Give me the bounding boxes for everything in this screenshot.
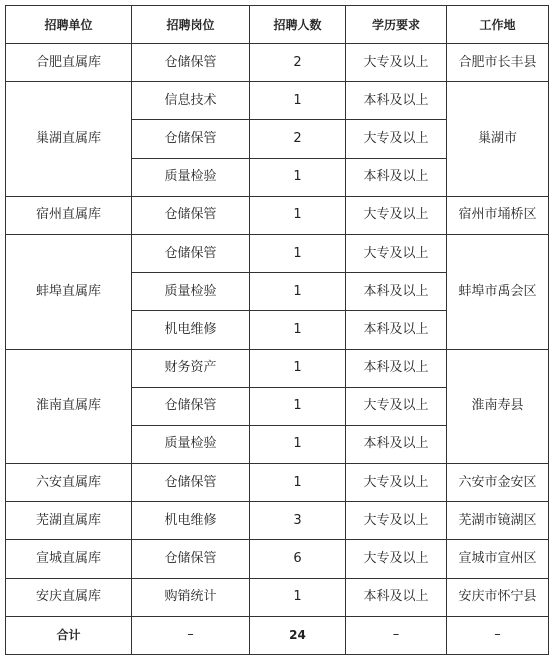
cell-count: 1 (250, 387, 346, 425)
cell-education: 大专及以上 (346, 540, 447, 578)
table-row (6, 44, 549, 82)
cell-education: 本科及以上 (346, 158, 447, 196)
table-row (6, 234, 549, 272)
cell-location: 宿州市埇桥区 (447, 196, 549, 234)
header-position: 招聘岗位 (132, 6, 250, 44)
cell-position: 信息技术 (132, 82, 250, 120)
cell-position: 机电维修 (132, 502, 250, 540)
total-education: – (346, 616, 447, 654)
cell-position: 质量检验 (132, 158, 250, 196)
cell-count: 1 (250, 425, 346, 463)
cell-location: 安庆市怀宁县 (447, 578, 549, 616)
cell-unit: 巢湖直属库 (6, 82, 132, 197)
cell-education: 大专及以上 (346, 44, 447, 82)
cell-count: 1 (250, 273, 346, 311)
cell-unit: 六安直属库 (6, 464, 132, 502)
cell-position: 仓储保管 (132, 196, 250, 234)
cell-position: 仓储保管 (132, 387, 250, 425)
cell-location: 巢湖市 (447, 82, 549, 197)
cell-location: 蚌埠市禹会区 (447, 234, 549, 349)
cell-unit: 蚌埠直属库 (6, 234, 132, 349)
cell-education: 大专及以上 (346, 234, 447, 272)
cell-unit: 安庆直属库 (6, 578, 132, 616)
cell-position: 购销统计 (132, 578, 250, 616)
cell-position: 机电维修 (132, 311, 250, 349)
cell-count: 1 (250, 234, 346, 272)
cell-position: 仓储保管 (132, 540, 250, 578)
cell-education: 本科及以上 (346, 349, 447, 387)
cell-count: 1 (250, 578, 346, 616)
total-row (6, 616, 549, 654)
cell-count: 1 (250, 158, 346, 196)
cell-location: 芜湖市镜湖区 (447, 502, 549, 540)
cell-count: 6 (250, 540, 346, 578)
cell-location: 淮南寿县 (447, 349, 549, 464)
cell-position: 仓储保管 (132, 234, 250, 272)
cell-position: 仓储保管 (132, 464, 250, 502)
cell-location: 宣城市宣州区 (447, 540, 549, 578)
table-row (6, 82, 549, 120)
total-label: 合计 (6, 616, 132, 654)
cell-position: 仓储保管 (132, 44, 250, 82)
cell-education: 大专及以上 (346, 120, 447, 158)
cell-position: 质量检验 (132, 273, 250, 311)
table-row (6, 196, 549, 234)
cell-education: 大专及以上 (346, 196, 447, 234)
cell-education: 大专及以上 (346, 502, 447, 540)
cell-location: 合肥市长丰县 (447, 44, 549, 82)
cell-unit: 淮南直属库 (6, 349, 132, 464)
cell-count: 1 (250, 196, 346, 234)
cell-count: 1 (250, 464, 346, 502)
cell-unit: 芜湖直属库 (6, 502, 132, 540)
cell-education: 本科及以上 (346, 273, 447, 311)
header-count: 招聘人数 (250, 6, 346, 44)
cell-position: 仓储保管 (132, 120, 250, 158)
table-row (6, 349, 549, 387)
cell-location: 六安市金安区 (447, 464, 549, 502)
header-education: 学历要求 (346, 6, 447, 44)
header-location: 工作地 (447, 6, 549, 44)
table-row (6, 540, 549, 578)
total-position: – (132, 616, 250, 654)
cell-count: 3 (250, 502, 346, 540)
total-count: 24 (250, 616, 346, 654)
cell-count: 1 (250, 311, 346, 349)
header-row (6, 6, 549, 44)
cell-education: 本科及以上 (346, 578, 447, 616)
cell-position: 质量检验 (132, 425, 250, 463)
cell-count: 1 (250, 349, 346, 387)
cell-unit: 宣城直属库 (6, 540, 132, 578)
cell-education: 本科及以上 (346, 311, 447, 349)
cell-education: 本科及以上 (346, 82, 447, 120)
cell-count: 1 (250, 82, 346, 120)
cell-education: 本科及以上 (346, 425, 447, 463)
table-row (6, 578, 549, 616)
cell-education: 大专及以上 (346, 464, 447, 502)
table-row (6, 502, 549, 540)
total-location: – (447, 616, 549, 654)
table-row (6, 464, 549, 502)
cell-count: 2 (250, 44, 346, 82)
cell-count: 2 (250, 120, 346, 158)
cell-education: 大专及以上 (346, 387, 447, 425)
cell-position: 财务资产 (132, 349, 250, 387)
cell-unit: 宿州直属库 (6, 196, 132, 234)
header-unit: 招聘单位 (6, 6, 132, 44)
cell-unit: 合肥直属库 (6, 44, 132, 82)
recruitment-table (5, 5, 549, 655)
